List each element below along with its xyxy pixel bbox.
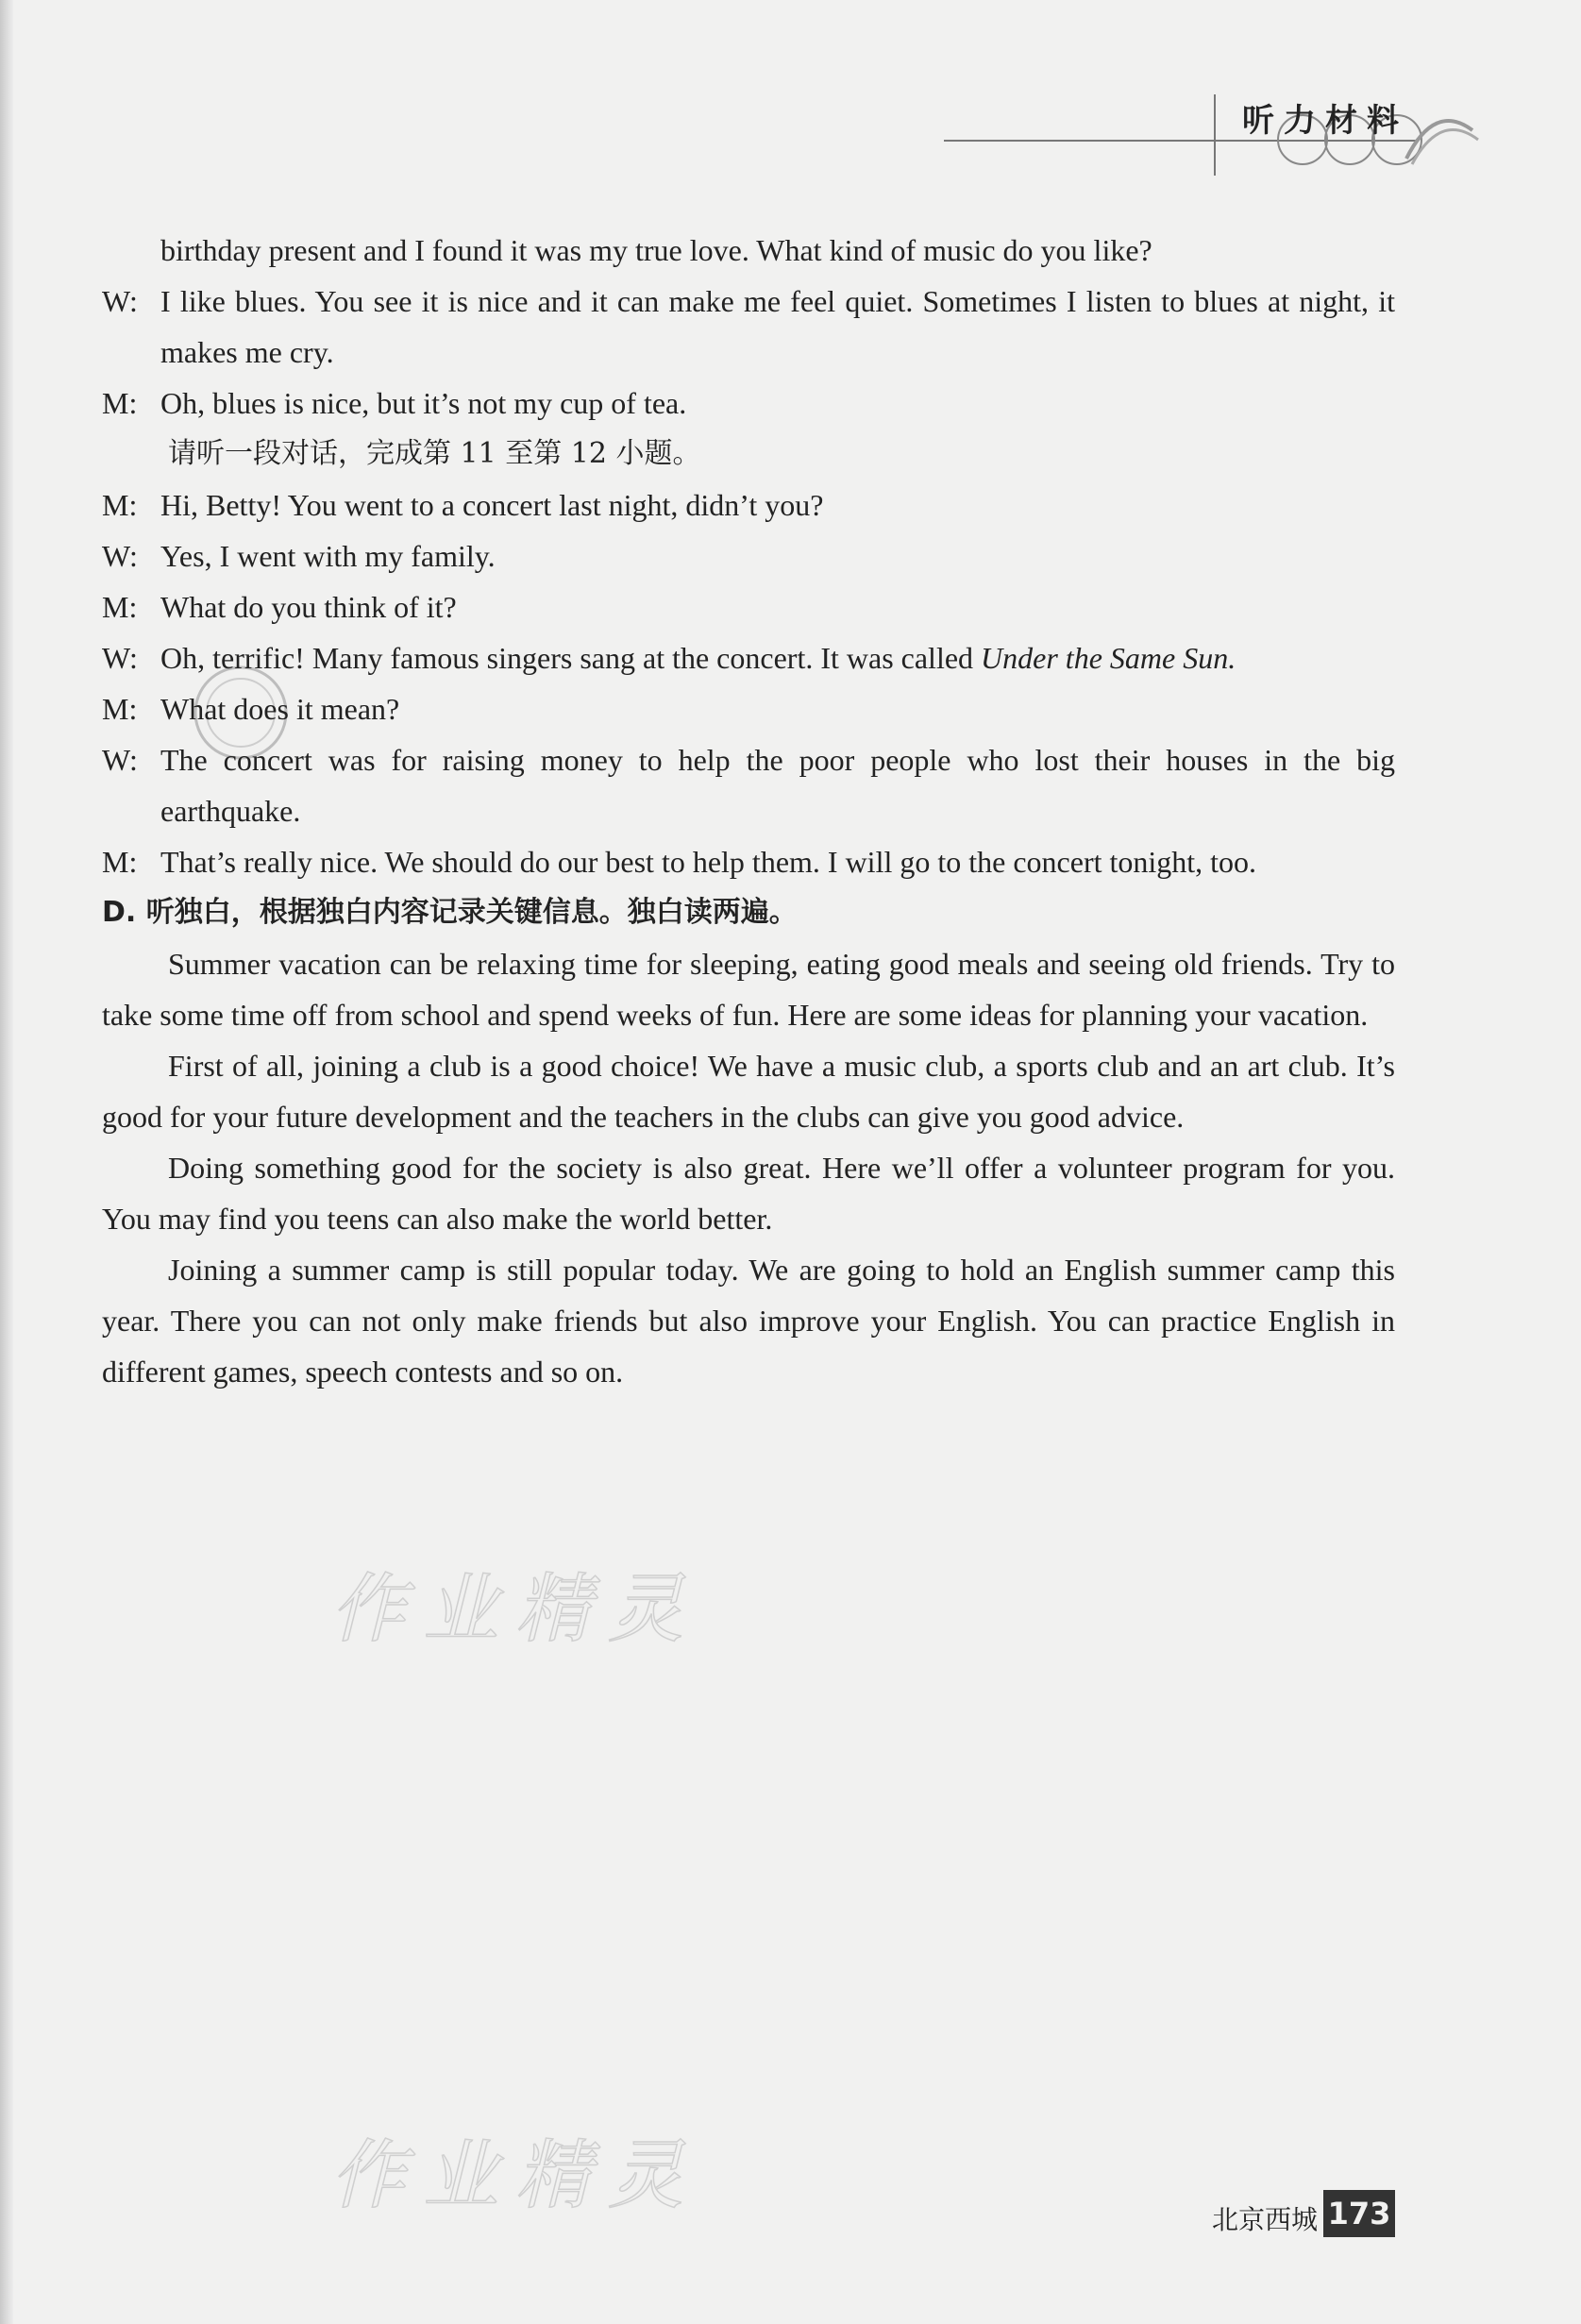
- paragraph: First of all, joining a club is a good choice! We have a music club, a sports club and an art club. It’s good for your future development and the teachers in the clubs can give you good advice.: [102, 1049, 1395, 1134]
- dialogue-line: [102, 276, 1395, 378]
- footer-region-label: 北京西城: [1212, 2204, 1319, 2235]
- speaker-label: W:: [102, 641, 138, 675]
- dialogue-text-part: Oh, terrific! Many famous singers sang at the concert. It was called: [160, 641, 982, 675]
- dialogue-text: Oh, blues is nice, but it’s not my cup of tea.: [160, 386, 687, 420]
- concert-title: Under the Same Sun.: [981, 641, 1236, 675]
- dialogue-line: [102, 581, 1395, 632]
- dialogue-text: What does it mean?: [160, 692, 400, 726]
- paragraph: Doing something good for the society is also great. Here we’ll offer a volunteer program for you. You may find you teens can also make the world better.: [102, 1151, 1395, 1236]
- dialogue-text: [160, 632, 1395, 683]
- dialogue-text: What do you think of it?: [160, 590, 457, 624]
- instruction-text: 请听一段对话，完成第 11 至第 12 小题。: [168, 437, 701, 470]
- dialogue-text: That’s really nice. We should do our best to help them. I will go to the concert tonight, too.: [160, 845, 1257, 879]
- text-line: birthday present and I found it was my true love. What kind of music do you like?: [160, 233, 1152, 267]
- speaker-label: M:: [102, 845, 138, 879]
- section-heading: D. 听独白，根据独白内容记录关键信息。独白读两遍。: [102, 896, 798, 929]
- dialogue-text: Yes, I went with my family.: [160, 539, 496, 573]
- dialogue-line: [102, 480, 1395, 530]
- speaker-label: M:: [102, 386, 138, 420]
- dialogue-line: [102, 734, 1395, 836]
- paragraph: Summer vacation can be relaxing time for sleeping, eating good meals and seeing old friends. Try to take some time off from school and spend weeks of fun. Here are some ideas for planning your vacation.: [102, 947, 1395, 1032]
- page-number: 173: [1323, 2190, 1395, 2237]
- header-divider: [1214, 94, 1216, 176]
- dialogue-text: The concert was for raising money to help the poor people who lost their houses in the big earthquake.: [160, 743, 1395, 828]
- transcript: [102, 225, 1395, 1397]
- dialogue-text: I like blues. You see it is nice and it can make me feel quiet. Sometimes I listen to blues at night, it makes me cry.: [160, 284, 1395, 369]
- speaker-label: W:: [102, 743, 138, 777]
- header-title: 听力材料: [1242, 102, 1408, 140]
- speaker-label: W:: [102, 539, 138, 573]
- watermark-text: 作业精灵: [330, 2131, 700, 2219]
- dialogue-line: [102, 378, 1395, 429]
- dialogue-line: [102, 836, 1395, 887]
- paragraph: Joining a summer camp is still popular today. We are going to hold an English summer camp this year. There you can not only make friends but also improve your English. You can practice English in different games, speech contests and so on.: [102, 1253, 1395, 1389]
- speaker-label: M:: [102, 488, 138, 522]
- speaker-label: M:: [102, 590, 138, 624]
- dialogue-line: [102, 683, 1395, 734]
- speaker-label: W:: [102, 284, 138, 318]
- dialogue-line: [102, 632, 1395, 683]
- dialogue-text: Hi, Betty! You went to a concert last night, didn’t you?: [160, 488, 824, 522]
- dialogue-line: [102, 530, 1395, 581]
- watermark-text: 作业精灵: [330, 1565, 700, 1653]
- page-edge: [0, 0, 13, 2324]
- speaker-label: M:: [102, 692, 138, 726]
